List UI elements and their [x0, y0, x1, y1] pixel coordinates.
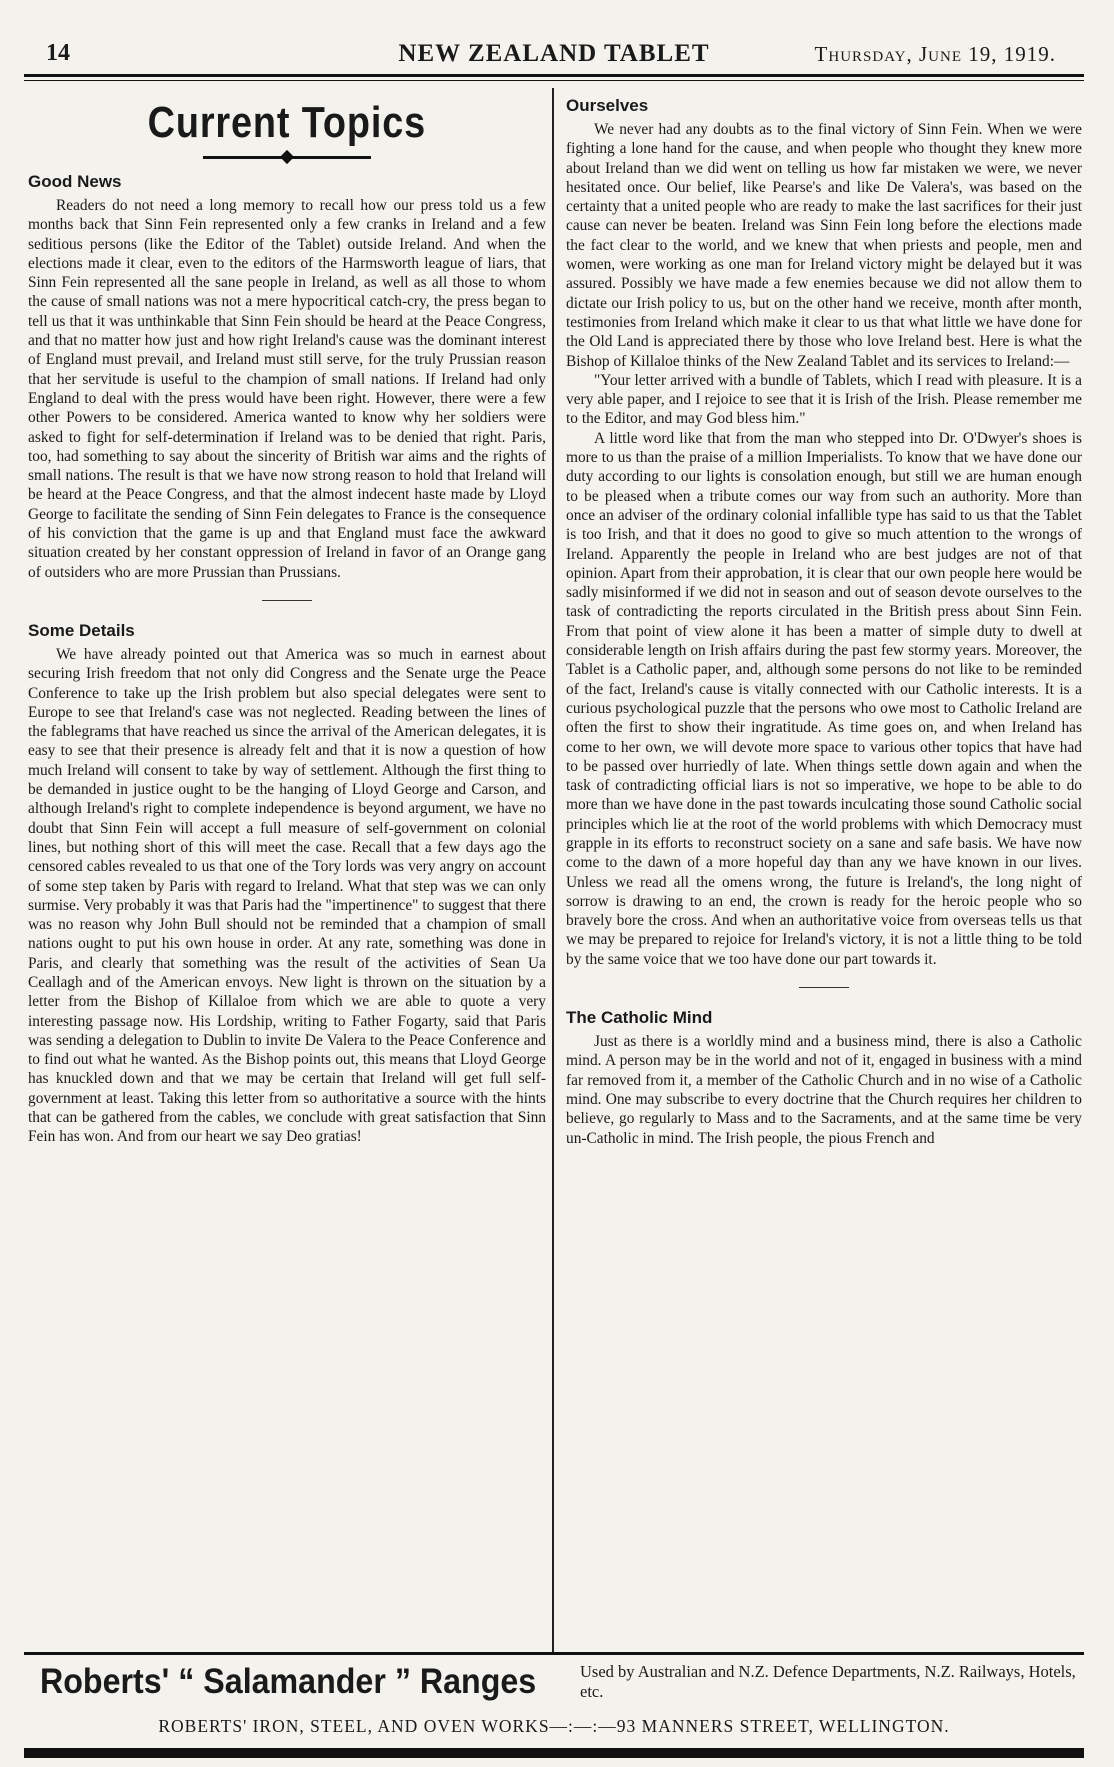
advertisement — [24, 1660, 1084, 1744]
title-ornament — [28, 152, 546, 162]
ad-brand: Roberts' “ Salamander ” Ranges — [40, 1662, 537, 1701]
article-paragraph: A little word like that from the man who stepped into Dr. O'Dwyer's shoes is more to us than the praise of a million Imperialists. To know that we have done our duty according to our lights is consolation enough, but still we are human enough to be pleased when a tribute comes our way from such an authority. More than once an adviser of the ordinary colonial infallible type has said to us that the Tablet is too Irish, and that it does no good to give so much attention to the wrongs of Ireland. Apparently the people in Ireland who are best judges are not of that opinion. Apart from their approbation, it is clear that our own people here would be sadly misinformed if we did not in season and out of season devote ourselves to the task of contradicting the reports circulated in the British press about Sinn Fein. From that point of view alone it has been a matter of simple duty to dwell at considerable length on Irish affairs during the past few stormy years. Moreover, the Tablet is a Catholic paper, and, although some persons do not like to be reminded of the fact, Ireland's cause is vitally connected with our Catholic interests. It is a curious psychological puzzle that the persons who owe most to Catholic Ireland are often the first to show their ingratitude. As time goes on, and when Ireland has come to her own, we will devote more space to various other topics that have had to be passed over hurriedly of late. When things settle down again and when the task of contradicting official liars is not so imperative, we hope to be able to do more than we have done in the past towards inculcating those sound Catholic social principles which lie at the root of the world problems with which Democracy must grapple in its efforts to reconstruct society on a sane and safe basis. We have now come to the dawn of a more hopeful day than any we have known in our lives. Unless we read all the omens wrong, the future is Ireland's, the long night of sorrow is drawing to an end, the crown is ready for the heroic people who so bravely bore the cross. And when an authoritative voice from overseas tells us that we may be prepared to rejoice for Ireland's victory, it is not a little thing to be told by the same voice that we too have done our part towards it. — [566, 429, 1082, 968]
article-heading: Good News — [28, 172, 122, 191]
column-divider — [552, 88, 554, 1653]
bottom-bar — [24, 1748, 1084, 1758]
article-paragraph: Just as there is a worldly mind and a business mind, there is also a Catholic mind. A person may be in the world and not of it, engaged in business with a mind far removed from it, a member of the Catholic Church and in no wise of a Catholic mind. One may subscribe to every doctrine that the Church requires her children to believe, go regularly to Mass and to the Sacraments, and at the same time be very un-Catholic in mind. The Irish people, the pious French and — [566, 1033, 1082, 1147]
article-heading: Ourselves — [566, 96, 649, 115]
header-rule — [24, 74, 1084, 77]
ad-address: ROBERTS' IRON, STEEL, AND OVEN WORKS—:—:—93 MANNERS STREET, WELLINGTON. — [158, 1716, 950, 1736]
page-number: 14 — [46, 40, 70, 66]
header-rule-thin — [24, 80, 1084, 81]
diamond-icon — [280, 150, 294, 164]
article-heading: Some Details — [28, 620, 135, 640]
article-paragraph: We never had any doubts as to the final victory of Sinn Fein. When we were fighting a lone hand for the cause, and when people who thought they knew more about Ireland than we did went on telling us how far mistaken we were, we never hesitated once. Our belief, like Pearse's and like De Valera's, was based on the certainty that a united people who are ready to make the last sacrifices for their just cause can never be beaten. Ireland was Sinn Fein long before the elections made the fact clear to the world, and we knew that when priests and people, men and women, were working as one man for Ireland victory might be delayed but it was assured. Possibly we have made a few enemies because we did not allow them to dictate our Irish policy to us, but on the other hand we receive, month after month, testimonies from Ireland which make it clear to us that what little we have done for the Old Land is appreciated there by those who love Ireland best. Here is what the Bishop of Killaloe thinks of the New Zealand Tablet and its services to Ireland:— — [566, 121, 1082, 370]
issue-date: Thursday, June 19, 1919. — [814, 42, 1056, 66]
footer-rule — [24, 1652, 1084, 1655]
ad-used-by: Used by Australian and N.Z. Defence Departments, N.Z. Railways, Hotels, etc. — [580, 1662, 1076, 1701]
left-column — [28, 92, 546, 1147]
section-title-block — [28, 98, 546, 162]
article-paragraph: Readers do not need a long memory to recall how our press told us a few months back that Sinn Fein represented only a few cranks in Ireland and a few seditious persons (like the Editor of the Tablet) outside Ireland. And when the elections made it clear, even to the editors of the Harmsworth league of liars, that Sinn Fein represented all the sane people in Ireland, as well as all those to whom the cause of small nations was not a mere hypocritical catch-cry, the press began to tell us that it was unthinkable that Sinn Fein should be heard at the Peace Congress, and that no matter how just and how right Ireland's cause was the dominant interest of England must prevail, and Ireland must still serve, for the truly Prussian reason that her servitude is useful to the champion of small nations. If Ireland had only England to deal with the press would have been right. However, there were a few other Powers to be considered. America wanted to know why her soldiers were asked to fight for self-determination if Ireland was to be denied that right. Paris, too, had something to say about the sincerity of British war aims and the rights of small nations. The result is that we have now strong reason to hold that Ireland will be heard at the Peace Congress, and that the almost indecent haste made by Lloyd George to facilitate the sending of Sinn Fein delegates to France is the consequence of his conviction that the game is up and that England must face the awkward situation created by her constant oppression of Ireland in favor of an Orange gang of outsiders who are more Prussian than Prussians. — [28, 197, 546, 581]
right-column — [566, 92, 1082, 1148]
article-separator — [262, 600, 312, 601]
article-heading: The Catholic Mind — [566, 1008, 713, 1028]
page-title: Current Topics — [147, 98, 427, 147]
article-paragraph: We have already pointed out that America was so much in earnest about securing Irish freedom that not only did Congress and the Senate urge the Peace Conference to take up the Irish problem but also special delegates were sent to Europe to see that Ireland's case was not neglected. Reading between the lines of the fablegrams that have reached us since the arrival of the American delegates, it is easy to see that their presence is already felt and that it is now a question of how much Ireland will consent to take by way of settlement. Although the first thing to be demanded in justice ought to be the hanging of Lloyd George and Carson, and although Ireland's right to complete independence is beyond argument, we have no doubt that Sinn Fein will accept a full measure of self-government on colonial lines, but nothing short of this will meet the case. Recall that a few days ago the censored cables revealed to us that one of the Tory lords was very angry on account of some step taken by Paris with regard to Ireland. What that step was we can only surmise. Very probably it was that Paris had the "impertinence" to suggest that there was no reason why John Bull should not be reminded that a champion of small nations ought to put his own house in order. At any rate, something was done in Paris, and clearly that something was the result of the activities of Sean Ua Ceallagh and of the American envoys. New light is thrown on the situation by a letter from the Bishop of Killaloe from which we are able to quote a very interesting passage now. His Lordship, writing to Father Fogarty, said that Paris was sending a delegation to Dublin to invite De Valera to the Peace Conference and to find out what he wanted. As the Bishop points out, this means that Lloyd George has knuckled down and that we may be certain that Ireland will get full self-government at least. Taking this letter from so authoritative a source with the hints that can be gathered from the cables, we conclude with great satisfaction that Sinn Fein has won. And from our heart we say Deo gratias! — [28, 645, 546, 1146]
article-separator — [799, 987, 849, 988]
masthead: NEW ZEALAND TABLET — [398, 40, 710, 67]
quoted-letter: "Your letter arrived with a bundle of Tablets, which I read with pleasure. It is a very able paper, and I rejoice to see that it is Irish of the Irish. Please remember me to the Editor, and may God bless him." — [566, 371, 1082, 428]
